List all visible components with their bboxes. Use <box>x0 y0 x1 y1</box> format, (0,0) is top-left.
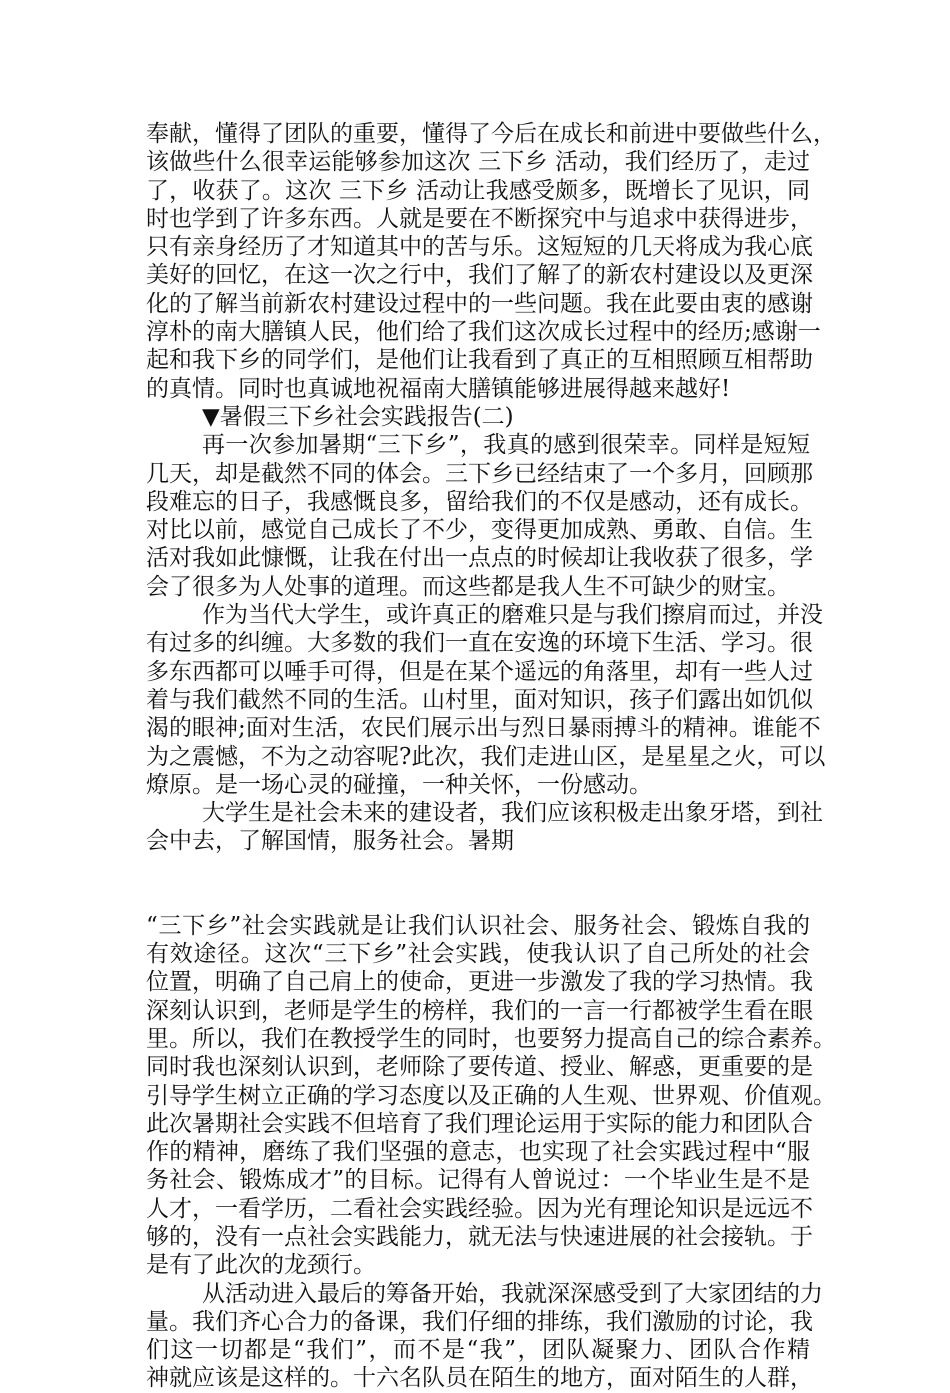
text-line: 淳朴的南大膳镇人民，他们给了我们这次成长过程中的经历;感谢一 <box>146 319 821 346</box>
text-line: 作为当代大学生，或许真正的磨难只是与我们擦肩而过，并没 <box>202 602 823 629</box>
text-line: 从活动进入最后的筹备开始，我就深深感受到了大家团结的力 <box>202 1280 823 1307</box>
text-line: 有过多的纠缠。大多数的我们一直在安逸的环境下生活、学习。很 <box>146 630 813 657</box>
page-break-gap <box>146 856 810 912</box>
text-line: 会中去，了解国情，服务社会。暑期 <box>146 828 514 855</box>
text-line: 只有亲身经历了才知道其中的苦与乐。这短短的几天将成为我心底 <box>146 234 813 261</box>
text-line: 起和我下乡的同学们，是他们让我看到了真正的互相照顾互相帮助 <box>146 347 813 374</box>
text-line: 时也学到了许多东西。人就是要在不断探究中与追求中获得进步， <box>146 205 813 232</box>
text-line: 段难忘的日子，我感慨良多，留给我们的不仅是感动，还有成长。 <box>146 488 813 515</box>
text-line: 位置，明确了自己肩上的使命，更进一步激发了我的学习热情。我 <box>146 969 813 996</box>
text-line: 会了很多为人处事的道理。而这些都是我人生不可缺少的财宝。 <box>146 573 790 600</box>
text-line: 的真情。同时也真诚地祝福南大膳镇能够进展得越来越好! <box>146 375 731 402</box>
text-line: 里。所以，我们在教授学生的同时，也要努力提高自己的综合素养。 <box>146 1025 836 1052</box>
text-line: 燎原。是一场心灵的碰撞，一种关怀，一份感动。 <box>146 771 652 798</box>
text-line: 几天，却是截然不同的体会。三下乡已经结束了一个多月，回顾那 <box>146 460 813 487</box>
text-line: 务社会、锻炼成才”的目标。记得有人曾说过：一个毕业生是不是 <box>146 1167 810 1194</box>
paragraph-reflection <box>146 601 826 799</box>
text-line: 美好的回忆，在这一次之行中，我们了解了的新农村建设以及更深 <box>146 262 813 289</box>
text-line: 够的，没有一点社会实践能力，就无法与快速进展的社会接轨。于 <box>146 1223 813 1250</box>
text-line: 化的了解当前新农村建设过程中的一些问题。我在此要由衷的感谢 <box>146 290 813 317</box>
text-line: 量。我们齐心合力的备课，我们仔细的排练，我们激励的讨论，我 <box>146 1308 813 1335</box>
text-line: 着与我们截然不同的生活。山村里，面对知识，孩子们露出如饥似 <box>146 686 813 713</box>
text-line: 活对我如此慷慨，让我在付出一点点的时候却让我收获了很多，学 <box>146 545 813 572</box>
text-line: 大学生是社会未来的建设者，我们应该积极走出象牙塔，到社 <box>202 800 823 827</box>
text-line: 引导学生树立正确的学习态度以及正确的人生观、世界观、价值观。 <box>146 1082 836 1109</box>
paragraph-closing <box>146 120 836 403</box>
text-line: 神就应该是这样的。十六名队员在陌生的地方，面对陌生的人群， <box>146 1365 813 1392</box>
text-line: 们这一切都是“我们”，而不是“我”，团队凝聚力、团队合作精 <box>146 1337 810 1364</box>
text-line: 多东西都可以唾手可得，但是在某个遥远的角落里，却有一些人过 <box>146 658 813 685</box>
text-line: 了，收获了。这次 三下乡 活动让我感受颇多，既增长了见识，同 <box>146 177 810 204</box>
text-line: 为之震憾，不为之动容呢?此次，我们走进山区，是星星之火，可以 <box>146 743 826 770</box>
document-page <box>146 120 836 1393</box>
text-line: 有效途径。这次“三下乡”社会实践，使我认识了自己所处的社会 <box>146 941 810 968</box>
paragraph-practice <box>146 912 836 1280</box>
section-heading: ▼暑假三下乡社会实践报告(二) <box>202 403 514 430</box>
text-line: “三下乡”社会实践就是让我们认识社会、服务社会、锻炼自我的 <box>146 912 810 939</box>
paragraph-intro <box>146 431 813 601</box>
text-line: 该做些什么很幸运能够参加这次 三下乡 活动，我们经历了，走过 <box>146 149 810 176</box>
paragraph-builders <box>146 799 823 856</box>
text-line: 渴的眼神;面对生活，农民们展示出与烈日暴雨搏斗的精神。谁能不 <box>146 715 821 742</box>
text-line: 对比以前，感觉自己成长了不少，变得更加成熟、勇敢、自信。生 <box>146 517 813 544</box>
text-line: 人才，一看学历，二看社会实践经验。因为光有理论知识是远远不 <box>146 1195 813 1222</box>
text-line: 奉献，懂得了团队的重要，懂得了今后在成长和前进中要做些什么， <box>146 121 836 147</box>
text-line: 作的精神，磨练了我们坚强的意志，也实现了社会实践过程中“服 <box>146 1139 810 1166</box>
text-line: 是有了此次的龙颈行。 <box>146 1252 376 1279</box>
text-line: 深刻认识到，老师是学生的榜样，我们的一言一行都被学生看在眼 <box>146 997 813 1024</box>
text-line: 再一次参加暑期“三下乡”，我真的感到很荣幸。同样是短短 <box>202 432 810 459</box>
text-line: 此次暑期社会实践不但培育了我们理论运用于实际的能力和团队合 <box>146 1110 813 1137</box>
text-line: 同时我也深刻认识到，老师除了要传道、授业、解惑，更重要的是 <box>146 1054 813 1081</box>
paragraph-teamwork <box>146 1280 823 1393</box>
